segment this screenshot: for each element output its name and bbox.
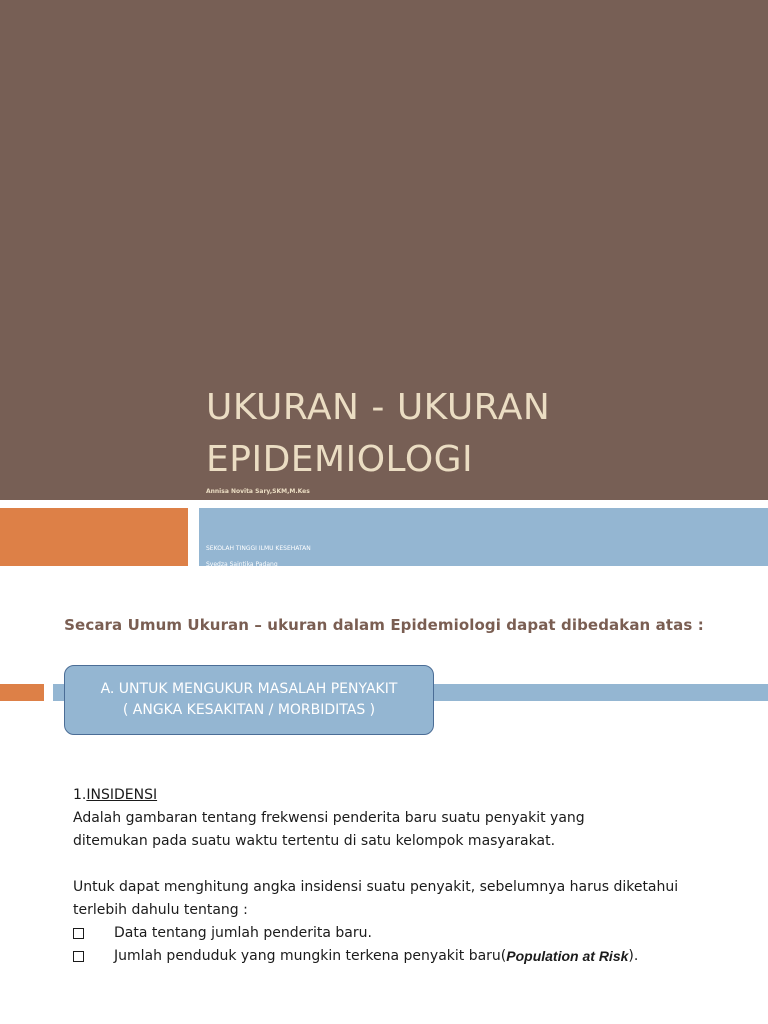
bullet-text-suffix: ).	[628, 948, 639, 964]
section-heading-line-1: A. UNTUK MENGUKUR MASALAH PENYAKIT	[100, 681, 398, 697]
item-heading	[73, 784, 157, 807]
checkbox-bullet-icon	[73, 951, 84, 962]
requirements-line-1: Untuk dapat menghitung angka insidensi suatu penyakit, sebelumnya harus diketahui	[73, 879, 679, 895]
item-number: 1.	[73, 787, 87, 803]
slide-title-line-1: UKURAN - UKURAN	[206, 387, 551, 428]
item-title: INSIDENSI	[86, 787, 158, 803]
section-heading-line-2: ( ANGKA KESAKITAN / MORBIDITAS )	[122, 702, 376, 718]
bullet-text-prefix: Jumlah penduduk yang mungkin terkena penyakit baru(	[114, 948, 507, 964]
requirements-line-2: terlebih dahulu tentang :	[73, 902, 248, 918]
institution-name-line-1: SEKOLAH TINGGI ILMU KESEHATAN	[206, 545, 311, 552]
institution-name-line-2: Syedza Saintika Padang	[206, 561, 278, 567]
definition-line-2: ditemukan pada suatu waktu tertentu di satu kelompok masyarakat.	[73, 833, 556, 849]
slide-title	[206, 382, 746, 486]
bullet-item	[73, 922, 372, 945]
slide-title-line-2: EPIDEMIOLOGI	[206, 439, 474, 480]
definition-paragraph	[73, 807, 733, 853]
bullet-item	[73, 945, 638, 968]
requirements-paragraph	[73, 876, 743, 922]
checkbox-bullet-icon	[73, 928, 84, 939]
bullet-text-emphasis: Population at Risk	[506, 948, 629, 964]
section-heading-box	[64, 665, 434, 735]
blue-accent-block	[199, 508, 768, 566]
divider-orange-segment	[0, 684, 44, 701]
bullet-text: Data tentang jumlah penderita baru.	[114, 925, 372, 941]
author-name: Annisa Novita Sary,SKM,M.Kes	[206, 488, 310, 495]
orange-accent-block	[0, 508, 188, 566]
content-subtitle: Secara Umum Ukuran – ukuran dalam Epidemiologi dapat dibedakan atas :	[64, 616, 704, 634]
definition-line-1: Adalah gambaran tentang frekwensi penderita baru suatu penyakit yang	[73, 810, 585, 826]
